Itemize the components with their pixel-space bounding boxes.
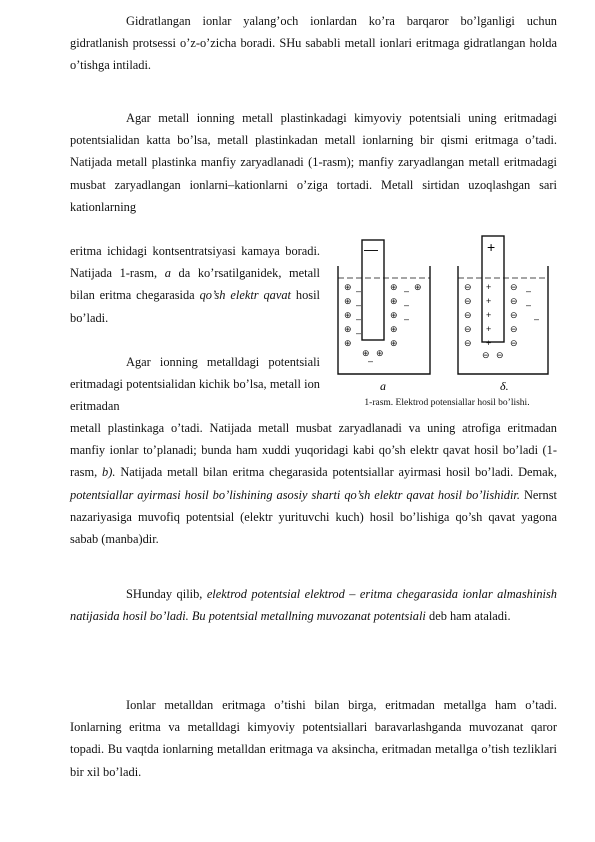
svg-text:⊖: ⊖ [510,324,518,334]
svg-text:–: – [356,300,362,310]
beaker-a [338,240,430,374]
svg-text:–: – [368,356,374,366]
svg-text:–: – [404,314,410,324]
svg-text:⊕: ⊕ [414,282,422,292]
svg-text:+: + [486,282,492,292]
svg-text:⊖: ⊖ [464,296,472,306]
svg-text:⊕: ⊕ [344,338,352,348]
svg-text:⊕: ⊕ [344,296,352,306]
svg-text:⊖: ⊖ [510,282,518,292]
svg-text:–: – [534,314,540,324]
svg-text:–: – [356,328,362,338]
svg-text:–: – [356,314,362,324]
paragraph-5: Ionlar metalldan eritmaga o’tishi bilan birga, eritmadan metallga ham o’tadi. Ionlarning eritma va metalldagi kimyoviy potentsiallari baravarlashganda muvozanat qaror topadi. Bu vaqtda ionlarning metalldan eritmaga va aksincha, eritmadan metallga o’tish tezliklari bir xil bo’ladi. [70,698,557,779]
svg-text:⊖: ⊖ [482,350,490,360]
svg-text:–: – [404,286,410,296]
svg-text:–: – [404,300,410,310]
svg-text:⊕: ⊕ [390,338,398,348]
svg-text:⊕: ⊕ [344,310,352,320]
svg-text:⊕: ⊕ [344,324,352,334]
svg-text:⊖: ⊖ [464,282,472,292]
label-b: δ. [500,379,509,393]
svg-text:⊖: ⊖ [510,296,518,306]
svg-text:–: – [356,286,362,296]
svg-text:⊕: ⊕ [390,282,398,292]
plus-sign: + [487,239,496,255]
svg-text:⊕: ⊕ [390,310,398,320]
paragraph-2-narrow: eritma ichidagi kontsentratsiyasi kamaya boradi. Natijada 1-rasm, a da ko’rsatilganidek, metall bilan eritma chegarasida qo’sh elektr qavat hosil bo’ladi. [70,244,320,325]
svg-text:⊕: ⊕ [390,324,398,334]
paragraph-1: Gidratlangan ionlar yalang’och ionlardan ko’ra barqaror bo’lganligi uchun gidratlanish protsessi o’z-o’zicha boradi. SHu sababli metall ionlari eritmaga gidratlangan holda o’tishga intiladi. [70,14,557,73]
paragraph-2-full: Agar metall ionning metall plastinkadagi kimyoviy potentsiali uning eritmadagi potentsialidan katta bo’lsa, metall plastinkadan metall ionlarning bir qismi eritmaga o’tadi. Natijada metall plastinka manfiy zaryadlanadi (1-rasm); manfiy zaryadlangan metall eritmadagi musbat zaryadlangan ionlarni–kationlarni o’ziga tortadi. Metall sirtidan uzoqlashgan sari kationlarning [70,111,557,214]
svg-text:⊖: ⊖ [496,350,504,360]
svg-text:⊕: ⊕ [362,348,370,358]
svg-text:⊕: ⊕ [344,282,352,292]
svg-text:⊖: ⊖ [464,310,472,320]
label-a: a [380,379,386,393]
svg-text:⊕: ⊕ [376,348,384,358]
paragraph-3-full: metall plastinkaga o’tadi. Natijada metall musbat zaryadlanadi va uning atrofiga eritmadan manfiy ionlar to’planadi; bunda ham xuddi yuqoridagi kabi qo’sh elektr qavat hosil bo’ladi (1-rasm, b). Natijada metall bilan eritma chegarasida potentsiallar ayirmasi hosil bo’ladi. Demak, potentsiallar ayirmasi hosil bo’lishining asosiy sharti qo’sh elektr qavat hosil bo’lishidir. Nernst nazariyasiga muvofiq potentsial (elektr yurituvchi kuch) hosil bo’lishiga qo’sh qavat yagona sabab (manba)dir. [70,421,557,547]
svg-text:–: – [526,300,532,310]
svg-text:–: – [526,286,532,296]
svg-text:+: + [486,310,492,320]
svg-text:⊖: ⊖ [464,324,472,334]
minus-sign: — [364,241,378,257]
svg-text:⊖: ⊖ [510,310,518,320]
paragraph-4: SHunday qilib, elektrod potentsial elektrod – eritma chegarasida ionlar almashinish natijasida hosil bo’ladi. Bu potentsial metallning muvozanat potentsiali deb ham ataladi. [70,587,557,624]
svg-text:⊖: ⊖ [510,338,518,348]
electrode-figure [334,232,560,412]
svg-text:⊖: ⊖ [464,338,472,348]
paragraph-3-narrow: Agar ionning metalldagi potentsiali eritmadagi potentsialidan kichik bo’lsa, metall ion eritmadan [70,355,320,414]
figure-caption: 1-rasm. Elektrod potensiallar hosil bo’lishi. [364,398,530,408]
svg-text:+: + [486,296,492,306]
double-layer-diagram [334,232,560,397]
svg-text:+: + [486,338,492,348]
svg-text:+: + [486,324,492,334]
svg-text:⊕: ⊕ [390,296,398,306]
